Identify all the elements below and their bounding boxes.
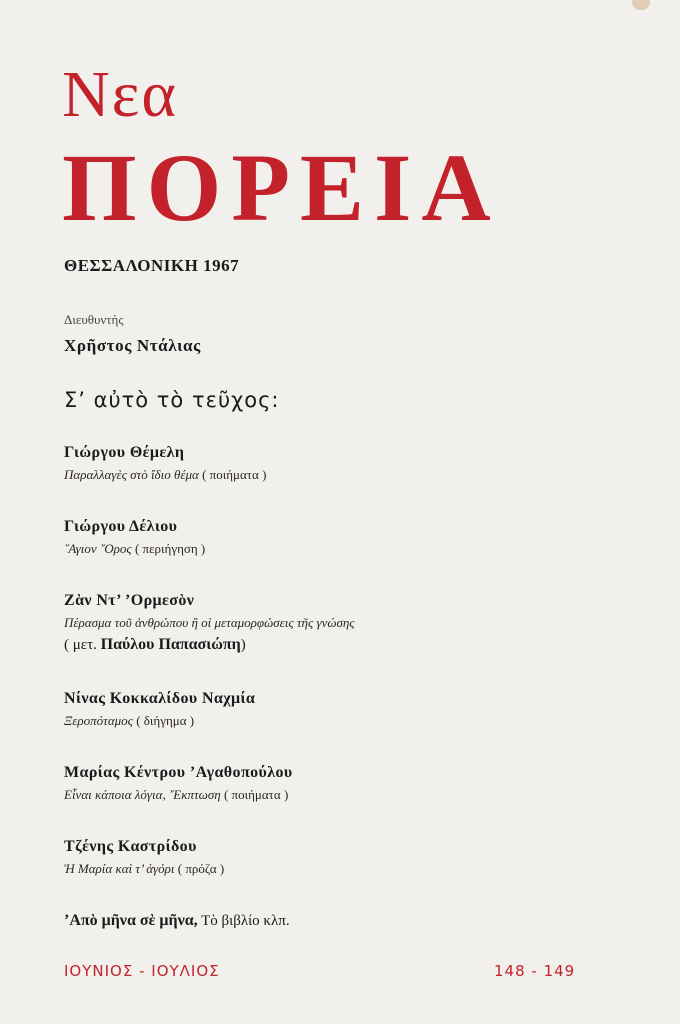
entry-work — [64, 713, 255, 729]
entry-work — [64, 541, 205, 557]
contents-entry — [64, 690, 255, 729]
entry-work-title: Πέρασμα τοῦ ἀνθρώπου ἢ οἱ μεταμορφώσεις τῆς γνώσης — [64, 615, 355, 630]
entry-work-note: ( διήγημα ) — [136, 713, 195, 728]
entry-work-title: Εἶναι κάποια λόγια, ῎Εκπτωση — [64, 787, 221, 802]
entry-work-note: ( ποιήματα ) — [223, 787, 289, 802]
entry-work-note: ( ποιήματα ) — [202, 467, 267, 482]
entry-work — [64, 861, 224, 877]
entry-author: Τζένης Καστρίδου — [64, 838, 197, 855]
issue-number: 148 - 149 — [494, 962, 576, 980]
contents-entry — [64, 518, 205, 557]
director-name: Χρῆστος Ντάλιας — [64, 336, 201, 355]
title-small: Νεα — [62, 58, 178, 131]
title-big: ΠΟΡΕΙΑ — [62, 134, 501, 241]
entry-translator — [64, 636, 355, 654]
place-year: ΘΕΣΣΑΛΟΝΙΚΗ 1967 — [64, 256, 240, 275]
entry-work-note: ( πρόζα ) — [177, 861, 225, 876]
director-label: Διευθυντὴς — [64, 312, 124, 327]
entry-author: Γιώργου Δέλιου — [64, 518, 178, 535]
entry-author: Νίνας Κοκκαλίδου Ναχμία — [64, 690, 256, 707]
translator-suffix: ) — [240, 637, 246, 653]
closing-bold: ’Απὸ μῆνα σὲ μῆνα, — [64, 912, 198, 929]
entry-author: Γιώργου Θέμελη — [64, 444, 185, 461]
issue-months: ΙΟΥΝΙΟΣ - ΙΟΥΛΙΟΣ — [64, 962, 220, 980]
paper-stain — [632, 0, 650, 10]
contents-heading: Σ’ αὐτὸ τὸ τεῦχος: — [64, 388, 280, 412]
closing-line — [64, 912, 290, 930]
contents-entry — [64, 444, 266, 483]
entry-work-title: Ξεροπόταμος — [64, 713, 133, 728]
entry-work-title: Παραλλαγὲς στὸ ἴδιο θέμα — [64, 467, 199, 482]
entry-author: Ζὰν Ντ’ ’Ορμεσὸν — [64, 592, 195, 609]
entry-work — [64, 615, 355, 631]
entry-work-title: Ἡ Μαρία καὶ τ’ ἀγόρι — [64, 861, 175, 876]
entry-work-note: ( περιήγηση ) — [134, 541, 206, 556]
translator-name: Παύλου Παπασιώπη — [100, 636, 241, 653]
entry-work-title: ῞Αγιον ῎Ορος — [64, 541, 132, 556]
closing-rest: Τὸ βιβλίο κλπ. — [201, 913, 290, 929]
entry-author: Μαρίας Κέντρου ’Αγαθοπούλου — [64, 764, 293, 781]
contents-entry — [64, 838, 224, 877]
contents-entry — [64, 592, 355, 654]
entry-work — [64, 467, 266, 483]
translator-prefix: ( μετ. — [64, 637, 97, 653]
entry-work — [64, 787, 293, 803]
contents-entry — [64, 764, 293, 803]
